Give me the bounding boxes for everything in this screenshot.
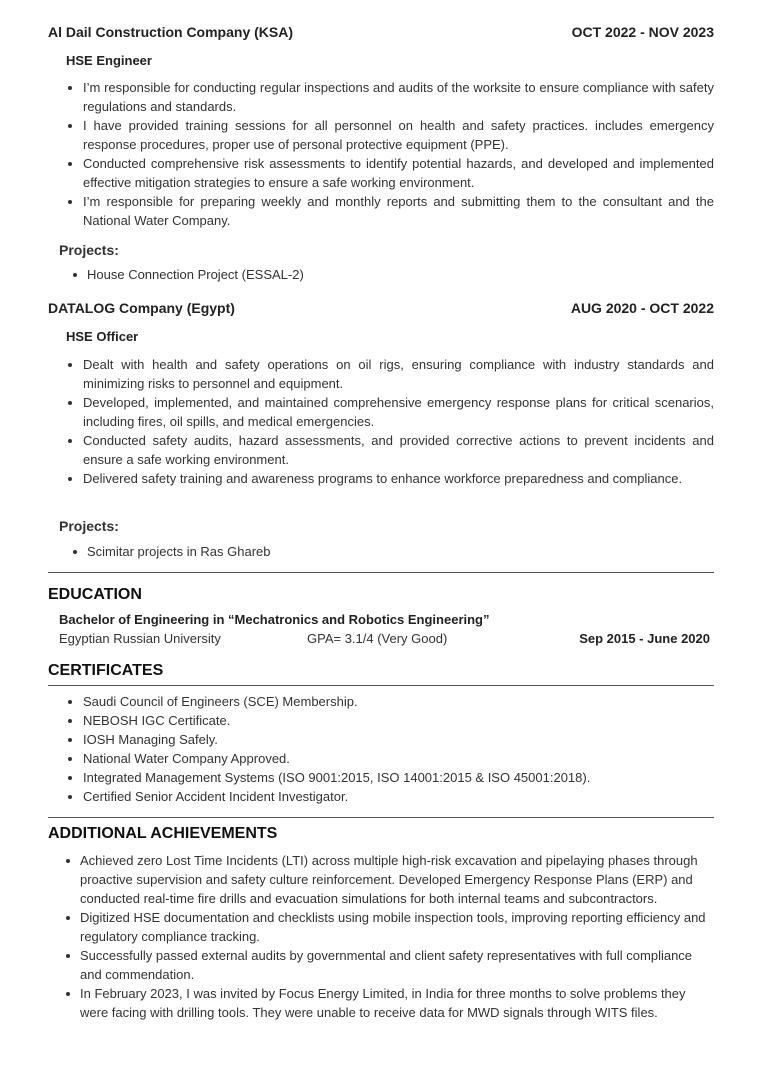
list-item: I have provided training sessions for all personnel on health and safety practices. includes emergency response procedures, proper use of personal protective equipment (PPE).: [48, 116, 714, 154]
projects-list: [48, 542, 714, 561]
list-item: Scimitar projects in Ras Ghareb: [48, 542, 714, 561]
list-item: Successfully passed external audits by governmental and client safety representatives with full compliance and commendation.: [48, 946, 714, 984]
list-item: Digitized HSE documentation and checklists using mobile inspection tools, improving reporting efficiency and regulatory compliance tracking.: [48, 908, 714, 946]
list-item: Conducted comprehensive risk assessments to identify potential hazards, and developed and implemented effective mitigation strategies to ensure a safe working environment.: [48, 154, 714, 192]
list-item: NEBOSH IGC Certificate.: [48, 711, 714, 730]
projects-label: Projects:: [59, 518, 119, 534]
list-item: Conducted safety audits, hazard assessments, and provided corrective actions to prevent incidents and ensure a safe working environment.: [48, 431, 714, 469]
list-item: IOSH Managing Safely.: [48, 730, 714, 749]
list-item: Delivered safety training and awareness programs to enhance workforce preparedness and compliance.: [48, 469, 714, 488]
section-divider: [48, 685, 714, 686]
list-item: Dealt with health and safety operations on oil rigs, ensuring compliance with industry standards and minimizing risks to personnel and equipment.: [48, 355, 714, 393]
section-divider: [48, 572, 714, 573]
list-item: I’m responsible for preparing weekly and monthly reports and submitting them to the consultant and the National Water Company.: [48, 192, 714, 230]
list-item: House Connection Project (ESSAL-2): [48, 265, 714, 284]
education-dates: Sep 2015 - June 2020: [579, 631, 710, 646]
job-header: [48, 300, 714, 316]
section-title-education: EDUCATION: [48, 586, 142, 603]
education-degree: Bachelor of Engineering in “Mechatronics and Robotics Engineering”: [59, 612, 490, 627]
company-name: Al Dail Construction Company (KSA): [48, 24, 294, 40]
section-title-certificates: CERTIFICATES: [48, 662, 164, 679]
projects-label: Projects:: [59, 242, 119, 258]
education-details: [59, 631, 725, 650]
job-bullets: [48, 355, 714, 488]
list-item: Developed, implemented, and maintained comprehensive emergency response plans for critical scenarios, including fires, oil spills, and medical emergencies.: [48, 393, 714, 431]
list-item: Certified Senior Accident Incident Investigator.: [48, 787, 714, 806]
section-title-achievements: ADDITIONAL ACHIEVEMENTS: [48, 825, 278, 842]
section-divider: [48, 817, 714, 818]
list-item: Integrated Management Systems (ISO 9001:2015, ISO 14001:2015 & ISO 45001:2018).: [48, 768, 714, 787]
list-item: National Water Company Approved.: [48, 749, 714, 768]
list-item: Saudi Council of Engineers (SCE) Membership.: [48, 692, 714, 711]
job-bullets: [48, 78, 714, 230]
list-item: In February 2023, I was invited by Focus Energy Limited, in India for three months to solve problems they were facing with drilling tools. They were unable to receive data for MWD signals through WITS files.: [48, 984, 714, 1022]
list-item: Achieved zero Lost Time Incidents (LTI) across multiple high-risk excavation and pipelaying phases through proactive supervision and safety culture reinforcement. Developed Emergency Response Plans (ERP) and conducted real-time fire drills and evacuation simulations for both internal teams and subcontractors.: [48, 851, 714, 908]
list-item: I’m responsible for conducting regular inspections and audits of the worksite to ensure compliance with safety regulations and standards.: [48, 78, 714, 116]
company-name: DATALOG Company (Egypt): [48, 300, 235, 316]
job-role: HSE Engineer: [66, 53, 152, 68]
education-university: Egyptian Russian University: [59, 631, 221, 646]
job-header: [48, 24, 714, 40]
job-dates: OCT 2022 - NOV 2023: [571, 24, 714, 40]
achievements-list: [48, 851, 714, 1022]
projects-list: [48, 265, 714, 284]
job-role: HSE Officer: [66, 329, 139, 344]
education-gpa: GPA= 3.1/4 (Very Good): [307, 631, 448, 646]
certificates-list: [48, 692, 714, 806]
job-dates: AUG 2020 - OCT 2022: [570, 300, 714, 316]
